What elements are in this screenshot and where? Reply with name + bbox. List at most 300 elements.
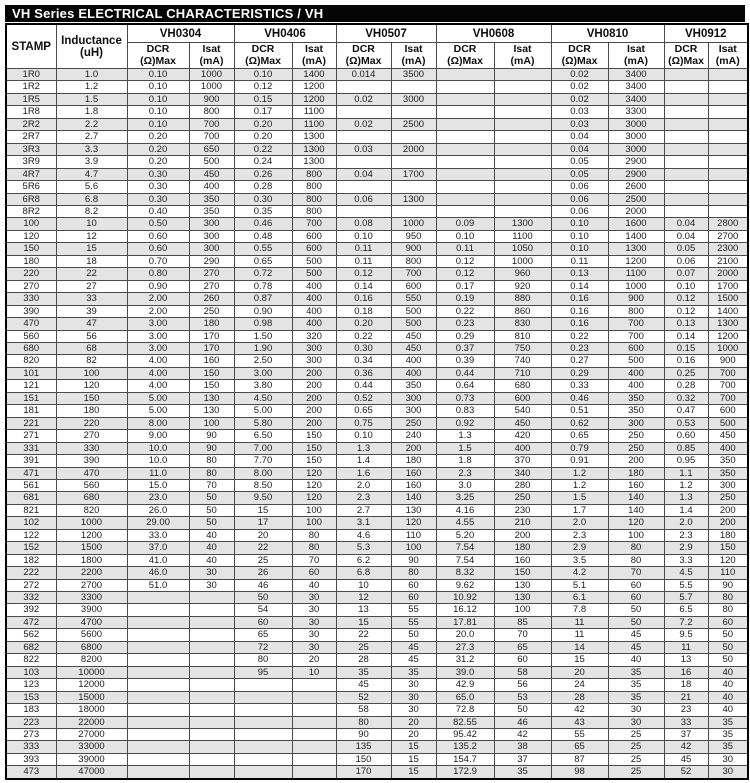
value-cell: 1.7 (551, 504, 608, 516)
value-cell: 17 (234, 517, 292, 529)
value-cell: 35 (608, 691, 664, 703)
value-cell: 0.12 (234, 81, 292, 93)
value-cell: 60 (391, 579, 436, 591)
value-cell (708, 69, 748, 81)
table-row (6, 716, 748, 728)
value-cell: 150 (292, 455, 336, 467)
value-cell: 250 (708, 492, 748, 504)
value-cell: 800 (292, 193, 336, 205)
value-cell: 60 (708, 616, 748, 628)
value-cell: 0.24 (234, 156, 292, 168)
inductance-cell: 3.3 (56, 143, 127, 155)
header-series-vh0507: VH0507 (336, 24, 436, 43)
stamp-cell: 183 (6, 704, 56, 716)
value-cell: 0.12 (664, 305, 708, 317)
table-row (6, 156, 748, 168)
value-cell: 170 (189, 342, 234, 354)
value-cell: 172.9 (436, 766, 494, 779)
value-cell: 0.75 (336, 417, 391, 429)
inductance-cell: 1.5 (56, 93, 127, 105)
value-cell: 0.16 (551, 305, 608, 317)
inductance-cell: 5600 (56, 629, 127, 641)
value-cell: 1400 (608, 230, 664, 242)
value-cell: 600 (708, 405, 748, 417)
value-cell: 800 (608, 305, 664, 317)
inductance-cell: 220 (56, 417, 127, 429)
stamp-cell: 562 (6, 629, 56, 641)
value-cell: 95 (234, 666, 292, 678)
value-cell: 12 (336, 592, 391, 604)
value-cell (708, 181, 748, 193)
value-cell: 0.60 (664, 430, 708, 442)
inductance-cell: 33000 (56, 741, 127, 753)
table-row (6, 330, 748, 342)
value-cell: 400 (292, 293, 336, 305)
value-cell (234, 753, 292, 765)
value-cell: 0.10 (336, 230, 391, 242)
value-cell: 50 (234, 592, 292, 604)
value-cell: 80 (708, 592, 748, 604)
value-cell: 70 (608, 567, 664, 579)
header-stamp: STAMP (6, 24, 56, 69)
stamp-cell: 471 (6, 467, 56, 479)
dcr-label: DCR (453, 43, 477, 55)
value-cell: 400 (391, 355, 436, 367)
value-cell: 740 (494, 355, 551, 367)
value-cell (189, 679, 234, 691)
value-cell: 0.02 (336, 93, 391, 105)
value-cell: 20.0 (436, 629, 494, 641)
value-cell: 340 (494, 467, 551, 479)
value-cell: 450 (391, 330, 436, 342)
value-cell: 0.02 (551, 69, 608, 81)
value-cell: 1700 (708, 280, 748, 292)
value-cell: 0.12 (436, 255, 494, 267)
value-cell (708, 93, 748, 105)
value-cell: 25 (336, 641, 391, 653)
value-cell: 800 (189, 106, 234, 118)
value-cell: 300 (189, 218, 234, 230)
inductance-cell: 18000 (56, 704, 127, 716)
value-cell: 4.16 (436, 504, 494, 516)
value-cell: 0.90 (127, 280, 189, 292)
stamp-cell: 1R8 (6, 106, 56, 118)
inductance-cell: 3900 (56, 604, 127, 616)
value-cell: 200 (494, 529, 551, 541)
inductance-cell: 2.2 (56, 118, 127, 130)
value-cell: 300 (189, 230, 234, 242)
value-cell: 40 (708, 704, 748, 716)
value-cell: 3000 (391, 93, 436, 105)
value-cell: 0.62 (551, 417, 608, 429)
value-cell: 100 (494, 604, 551, 616)
value-cell: 540 (494, 405, 551, 417)
value-cell: 0.14 (551, 280, 608, 292)
value-cell: 0.20 (336, 318, 391, 330)
value-cell: 0.65 (551, 430, 608, 442)
table-row (6, 392, 748, 404)
value-cell: 0.04 (664, 230, 708, 242)
header-vh0406-isat (292, 43, 336, 69)
value-cell: 15 (391, 766, 436, 779)
value-cell (292, 691, 336, 703)
value-cell: 25 (234, 554, 292, 566)
table-row (6, 305, 748, 317)
inductance-cell: 1800 (56, 554, 127, 566)
inductance-cell: 150 (56, 392, 127, 404)
value-cell: 37 (494, 753, 551, 765)
value-cell: 1100 (292, 118, 336, 130)
value-cell (189, 654, 234, 666)
inductance-cell: 6800 (56, 641, 127, 653)
header-vh0810-dcr (551, 43, 608, 69)
value-cell: 1000 (494, 255, 551, 267)
value-cell: 0.10 (664, 280, 708, 292)
value-cell (189, 666, 234, 678)
value-cell: 450 (708, 430, 748, 442)
value-cell: 180 (494, 542, 551, 554)
value-cell: 0.27 (551, 355, 608, 367)
value-cell: 4.55 (436, 517, 494, 529)
header-vh0912-isat (708, 43, 748, 69)
value-cell: 0.15 (234, 93, 292, 105)
value-cell: 200 (391, 442, 436, 454)
value-cell (494, 181, 551, 193)
table-row (6, 504, 748, 516)
value-cell (234, 716, 292, 728)
inductance-cell: 22 (56, 268, 127, 280)
value-cell: 9.62 (436, 579, 494, 591)
value-cell: 0.12 (336, 268, 391, 280)
value-cell: 0.64 (436, 380, 494, 392)
value-cell: 24 (551, 679, 608, 691)
value-cell (336, 205, 391, 217)
table-row (6, 367, 748, 379)
value-cell: 0.91 (551, 455, 608, 467)
value-cell: 45 (664, 753, 708, 765)
value-cell: 140 (608, 492, 664, 504)
value-cell: 5.5 (664, 579, 708, 591)
value-cell: 26 (234, 567, 292, 579)
value-cell: 5.00 (127, 392, 189, 404)
value-cell: 0.03 (551, 106, 608, 118)
value-cell: 2700 (708, 230, 748, 242)
value-cell: 950 (391, 230, 436, 242)
value-cell: 0.78 (234, 280, 292, 292)
value-cell: 180 (708, 529, 748, 541)
value-cell: 240 (391, 430, 436, 442)
value-cell (664, 69, 708, 81)
inductance-cell: 560 (56, 479, 127, 491)
value-cell: 160 (189, 355, 234, 367)
value-cell: 400 (494, 442, 551, 454)
value-cell: 50 (494, 704, 551, 716)
value-cell: 0.18 (336, 305, 391, 317)
title-bar (5, 5, 745, 22)
value-cell (708, 81, 748, 93)
value-cell (292, 753, 336, 765)
stamp-cell: 333 (6, 741, 56, 753)
value-cell: 0.10 (127, 118, 189, 130)
value-cell: 35 (708, 716, 748, 728)
value-cell: 1600 (608, 218, 664, 230)
value-cell (127, 592, 189, 604)
stamp-cell: 681 (6, 492, 56, 504)
value-cell (234, 741, 292, 753)
value-cell (189, 691, 234, 703)
value-cell: 0.92 (436, 417, 494, 429)
value-cell: 50 (608, 604, 664, 616)
value-cell: 5.7 (664, 592, 708, 604)
value-cell: 80 (336, 716, 391, 728)
header-vh0304-dcr (127, 43, 189, 69)
value-cell (234, 704, 292, 716)
value-cell: 0.13 (664, 318, 708, 330)
value-cell: 22 (234, 542, 292, 554)
value-cell: 8.00 (234, 467, 292, 479)
value-cell: 0.10 (551, 230, 608, 242)
value-cell: 55 (551, 729, 608, 741)
value-cell: 6.1 (551, 592, 608, 604)
value-cell: 35 (708, 729, 748, 741)
stamp-cell: 152 (6, 542, 56, 554)
inductance-cell: 180 (56, 405, 127, 417)
value-cell: 500 (391, 318, 436, 330)
value-cell: 700 (391, 268, 436, 280)
value-cell (292, 766, 336, 779)
inductance-cell: 10 (56, 218, 127, 230)
value-cell: 880 (494, 293, 551, 305)
table-row (6, 554, 748, 566)
value-cell (708, 131, 748, 143)
value-cell (708, 168, 748, 180)
value-cell: 3.1 (336, 517, 391, 529)
value-cell (127, 604, 189, 616)
header-vh0912-dcr (664, 43, 708, 69)
value-cell: 30 (391, 679, 436, 691)
value-cell: 350 (189, 193, 234, 205)
value-cell: 2.0 (551, 517, 608, 529)
value-cell: 200 (708, 504, 748, 516)
value-cell: 0.10 (127, 69, 189, 81)
value-cell: 42.9 (436, 679, 494, 691)
table-row (6, 243, 748, 255)
value-cell: 50 (189, 504, 234, 516)
value-cell: 65 (234, 629, 292, 641)
value-cell: 150 (292, 442, 336, 454)
value-cell: 1300 (708, 318, 748, 330)
isat-label: Isat (404, 43, 423, 55)
value-cell: 200 (708, 517, 748, 529)
value-cell: 80 (292, 542, 336, 554)
stamp-cell: 270 (6, 280, 56, 292)
table-row (6, 517, 748, 529)
value-cell: 1050 (494, 243, 551, 255)
value-cell: 7.2 (664, 616, 708, 628)
value-cell: 600 (494, 392, 551, 404)
inductance-cell: 56 (56, 330, 127, 342)
value-cell: 55 (391, 616, 436, 628)
dcr-unit: (Ω)Max (561, 54, 598, 67)
value-cell (292, 679, 336, 691)
isat-unit: (mA) (199, 54, 224, 67)
value-cell: 250 (189, 305, 234, 317)
value-cell: 41.0 (127, 554, 189, 566)
table-row (6, 417, 748, 429)
value-cell: 20 (551, 666, 608, 678)
value-cell: 350 (708, 467, 748, 479)
value-cell: 160 (608, 479, 664, 491)
value-cell (436, 143, 494, 155)
value-cell: 0.87 (234, 293, 292, 305)
value-cell: 0.28 (234, 181, 292, 193)
value-cell: 4.50 (234, 392, 292, 404)
inductance-cell: 2200 (56, 567, 127, 579)
value-cell: 3400 (608, 81, 664, 93)
value-cell: 1.4 (664, 504, 708, 516)
value-cell: 45 (391, 641, 436, 653)
value-cell: 33 (664, 716, 708, 728)
value-cell: 0.20 (234, 118, 292, 130)
stamp-cell: 560 (6, 330, 56, 342)
stamp-cell: 150 (6, 243, 56, 255)
stamp-cell: 4R7 (6, 168, 56, 180)
table-row (6, 218, 748, 230)
value-cell: 0.10 (551, 243, 608, 255)
value-cell: 0.50 (127, 218, 189, 230)
value-cell (664, 81, 708, 93)
value-cell: 1300 (494, 218, 551, 230)
isat-label: Isat (202, 43, 221, 55)
value-cell: 39.0 (436, 666, 494, 678)
value-cell: 0.83 (436, 405, 494, 417)
value-cell: 2.3 (336, 492, 391, 504)
value-cell (336, 181, 391, 193)
value-cell (391, 205, 436, 217)
value-cell: 65 (494, 641, 551, 653)
dcr-label: DCR (568, 43, 591, 55)
table-row (6, 592, 748, 604)
value-cell: 700 (608, 318, 664, 330)
value-cell: 2.50 (234, 355, 292, 367)
value-cell: 270 (189, 268, 234, 280)
value-cell: 0.79 (551, 442, 608, 454)
value-cell (127, 753, 189, 765)
value-cell (189, 616, 234, 628)
value-cell (127, 691, 189, 703)
value-cell: 100 (292, 517, 336, 529)
value-cell: 2300 (708, 243, 748, 255)
stamp-cell: 820 (6, 355, 56, 367)
value-cell: 1200 (292, 81, 336, 93)
value-cell: 300 (292, 342, 336, 354)
inductance-cell: 680 (56, 492, 127, 504)
value-cell: 80 (189, 455, 234, 467)
inductance-cell: 27000 (56, 729, 127, 741)
table-row (6, 430, 748, 442)
value-cell: 0.02 (551, 93, 608, 105)
table-row (6, 604, 748, 616)
value-cell: 54 (234, 604, 292, 616)
value-cell: 700 (189, 118, 234, 130)
value-cell: 300 (391, 392, 436, 404)
value-cell: 11 (551, 629, 608, 641)
table-row (6, 666, 748, 678)
value-cell: 130 (494, 579, 551, 591)
value-cell: 42 (551, 704, 608, 716)
value-cell: 0.04 (336, 168, 391, 180)
value-cell: 3000 (608, 143, 664, 155)
value-cell (336, 81, 391, 93)
inductance-cell: 820 (56, 504, 127, 516)
value-cell: 450 (189, 168, 234, 180)
stamp-cell: 2R2 (6, 118, 56, 130)
value-cell: 0.14 (336, 280, 391, 292)
value-cell: 300 (708, 479, 748, 491)
value-cell: 5.3 (336, 542, 391, 554)
value-cell: 135 (336, 741, 391, 753)
value-cell: 120 (708, 554, 748, 566)
value-cell (664, 118, 708, 130)
table-row (6, 81, 748, 93)
value-cell: 40 (189, 542, 234, 554)
value-cell: 2800 (708, 218, 748, 230)
value-cell: 200 (292, 417, 336, 429)
stamp-cell: 273 (6, 729, 56, 741)
stamp-cell: 121 (6, 380, 56, 392)
value-cell: 80 (189, 467, 234, 479)
value-cell: 90 (336, 729, 391, 741)
value-cell: 7.00 (234, 442, 292, 454)
value-cell: 2000 (391, 143, 436, 155)
value-cell: 800 (292, 181, 336, 193)
value-cell: 0.05 (551, 168, 608, 180)
stamp-cell: 331 (6, 442, 56, 454)
value-cell: 90 (391, 554, 436, 566)
value-cell: 0.28 (664, 380, 708, 392)
dcr-label: DCR (251, 43, 275, 55)
value-cell: 28 (336, 654, 391, 666)
value-cell (391, 131, 436, 143)
value-cell: 70 (189, 479, 234, 491)
value-cell: 7.70 (234, 455, 292, 467)
value-cell: 1200 (292, 93, 336, 105)
value-cell: 0.03 (336, 143, 391, 155)
header-vh0406-dcr (234, 43, 292, 69)
inductance-cell: 27 (56, 280, 127, 292)
isat-unit: (mA) (715, 54, 740, 67)
header-series-vh0608: VH0608 (436, 24, 551, 43)
inductance-cell: 120 (56, 380, 127, 392)
value-cell: 120 (608, 517, 664, 529)
value-cell: 1200 (608, 255, 664, 267)
value-cell: 0.03 (551, 118, 608, 130)
value-cell: 0.07 (664, 268, 708, 280)
value-cell: 1.3 (436, 430, 494, 442)
value-cell: 5.00 (234, 405, 292, 417)
value-cell: 0.10 (127, 106, 189, 118)
dcr-label: DCR (352, 43, 375, 55)
inductance-cell: 5.6 (56, 181, 127, 193)
value-cell: 45 (608, 629, 664, 641)
value-cell: 1.2 (664, 479, 708, 491)
header-series-vh0810: VH0810 (551, 24, 664, 43)
value-cell: 0.65 (336, 405, 391, 417)
inductance-cell: 39000 (56, 753, 127, 765)
value-cell: 150 (708, 542, 748, 554)
value-cell: 4.6 (336, 529, 391, 541)
value-cell (189, 753, 234, 765)
